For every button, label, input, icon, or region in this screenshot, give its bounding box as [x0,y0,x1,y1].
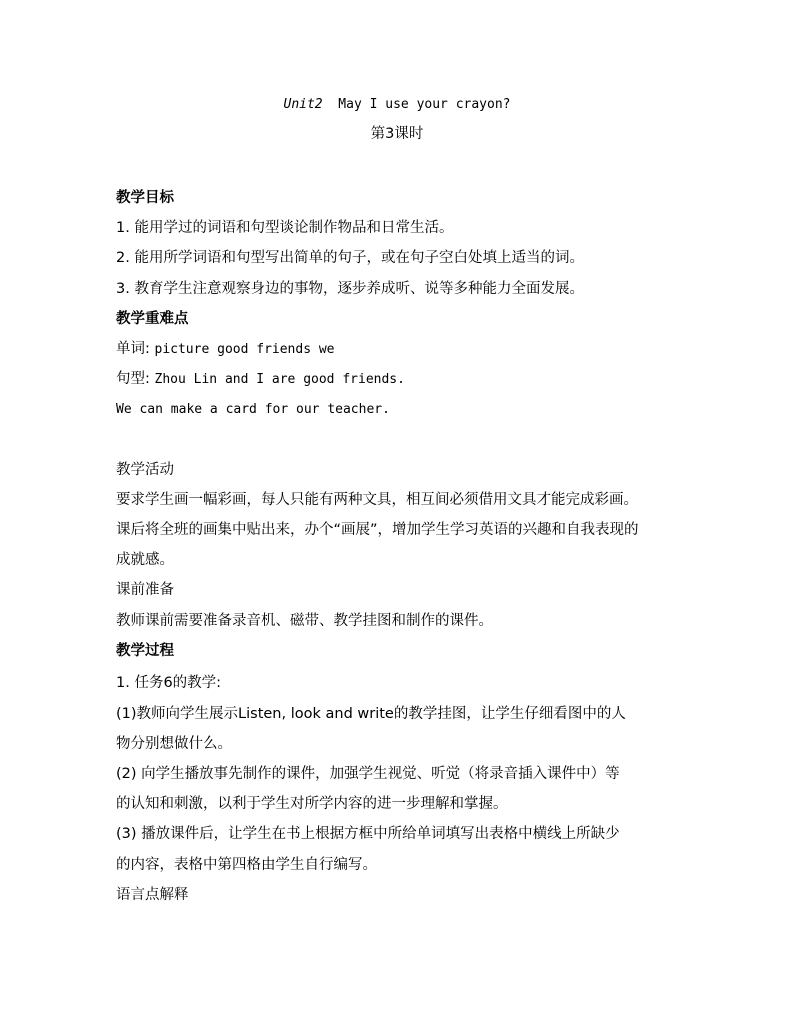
language-points-heading: 语言点解释 [116,887,189,903]
activity-heading: 教学活动 [116,462,174,478]
key-words-line [116,339,335,360]
activity-line-2: 课后将全班的画集中贴出来，办个“画展”，增加学生学习英语的兴趣和自我表现的 [116,522,639,538]
process-line-1: (1)教师向学生展示Listen, look and write的教学挂图，让学生仔细看图中的人 [116,706,626,722]
preparation-text: 教师课前需要准备录音机、磁带、教学挂图和制作的课件。 [116,613,493,629]
activity-line-1: 要求学生画一幅彩画，每人只能有两种文具，相互间必须借用文具才能完成彩画。 [116,492,638,508]
key-sentences-label: 句型: [116,371,150,387]
process-line-5: (3) 播放课件后，让学生在书上根据方框中所给单词填写出表格中横线上所缺少 [116,826,620,842]
preparation-heading: 课前准备 [116,582,174,598]
process-line-3: (2) 向学生播放事先制作的课件，加强学生视觉、听觉（将录音插入课件中）等 [116,766,620,782]
objective-item-2: 2. 能用所学词语和句型写出简单的句子，或在句子空白处填上适当的词。 [116,250,584,266]
objective-item-3: 3. 教育学生注意观察身边的事物，逐步养成听、说等多种能力全面发展。 [116,281,584,297]
key-words-label: 单词: [116,341,150,357]
objective-item-1: 1. 能用学过的词语和句型谈论制作物品和日常生活。 [116,220,454,236]
process-line-4: 的认知和刺激，以利于学生对所学内容的进一步理解和掌握。 [116,796,508,812]
lesson-label: 第3课时 [370,126,424,142]
key-sentence-2: We can make a card for our teacher. [116,402,390,417]
key-sentence-1: Zhou Lin and I are good friends. [154,372,405,387]
key-sentence-line [116,369,405,390]
process-task: 1. 任务6的教学: [116,675,222,691]
process-line-6: 的内容，表格中第四格由学生自行编写。 [116,857,377,873]
key-words: picture good friends we [154,342,335,357]
unit-title [0,96,794,114]
unit-title-text: May I use your crayon? [338,97,511,112]
process-line-2: 物分别想做什么。 [116,736,232,752]
process-heading: 教学过程 [116,643,174,659]
objectives-heading: 教学目标 [116,190,174,206]
unit-label: Unit2 [283,97,323,112]
activity-line-3: 成就感。 [116,552,174,568]
key-points-heading: 教学重难点 [116,311,189,327]
